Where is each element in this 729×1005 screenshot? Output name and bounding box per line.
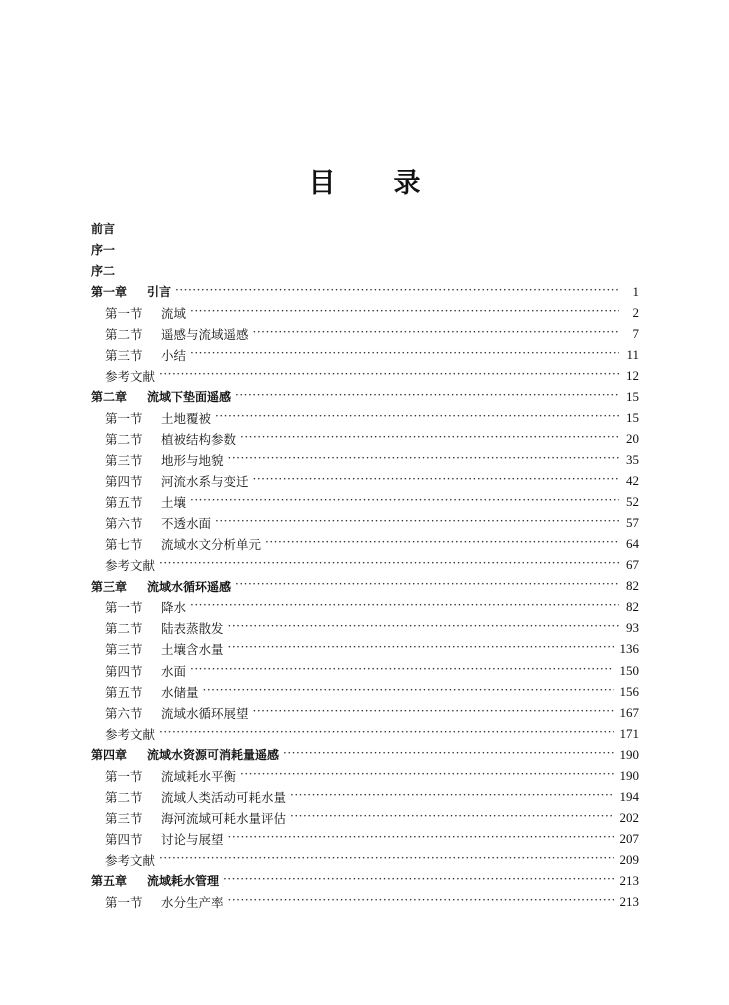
toc-section-row[interactable] [91, 471, 639, 492]
toc-section-row[interactable] [91, 450, 639, 471]
toc-page-number: 190 [619, 767, 639, 783]
toc-entry-label: 水储量 [161, 684, 199, 700]
toc-page-number: 35 [626, 452, 639, 468]
toc-page-number: 150 [619, 662, 639, 678]
dot-leader [228, 621, 619, 635]
toc-entry-label: 陆表蒸散发 [161, 621, 224, 637]
toc-page-number: 11 [626, 346, 639, 362]
toc-section-row[interactable] [91, 828, 639, 849]
toc-entry-label: 参考文献 [105, 726, 156, 742]
front-label: 前言 [91, 222, 116, 237]
toc-page-number: 42 [626, 473, 639, 489]
dot-leader [159, 369, 619, 383]
dot-leader [175, 285, 619, 299]
dot-leader [228, 453, 619, 467]
toc-entry-number: 第五章 [91, 874, 128, 889]
toc-page-number: 1 [632, 283, 639, 299]
toc-entry-label: 流域人类活动可耗水量 [161, 789, 287, 805]
toc-entry-label: 植被结构参数 [161, 431, 237, 447]
toc-page-number: 52 [626, 494, 639, 510]
toc-entry-label: 参考文献 [105, 558, 156, 574]
toc-section-row[interactable] [91, 492, 639, 513]
toc-entry-label: 流域下垫面遥感 [147, 390, 232, 405]
toc-page-number: 93 [626, 620, 639, 636]
dot-leader [159, 558, 619, 572]
toc-page-number: 190 [619, 746, 639, 762]
toc-entry-label: 不透水面 [161, 516, 212, 532]
front-matter-item[interactable] [91, 239, 639, 260]
toc-entry-number: 第一节 [105, 768, 143, 784]
dot-leader [253, 474, 619, 488]
toc-section-row[interactable] [91, 786, 639, 807]
dot-leader [290, 790, 613, 804]
toc-chapter-row[interactable] [91, 386, 639, 407]
toc-entry-label: 流域水循环遥感 [147, 579, 232, 594]
toc-entry-number: 第一节 [105, 600, 143, 616]
dot-leader [228, 895, 614, 909]
toc-section-row[interactable] [91, 702, 639, 723]
toc-page-number: 82 [626, 578, 639, 594]
dot-leader [215, 516, 619, 530]
front-label: 序二 [91, 264, 116, 279]
toc-section-row[interactable] [91, 765, 639, 786]
toc-entry-number: 第一节 [105, 895, 143, 911]
toc-entry-label: 水分生产率 [161, 895, 224, 911]
toc-page-number: 209 [619, 851, 639, 867]
toc-entry-number: 第四节 [105, 474, 143, 490]
toc-section-row[interactable] [91, 323, 639, 344]
toc-entry-label: 降水 [161, 600, 187, 616]
toc-entry-number: 第六节 [105, 516, 143, 532]
toc-entry-label: 参考文献 [105, 368, 156, 384]
dot-leader [240, 769, 613, 783]
toc-entry-label: 河流水系与变迁 [161, 474, 249, 490]
toc-entry-label: 遥感与流域遥感 [161, 326, 249, 342]
toc-entry-number: 第二节 [105, 431, 143, 447]
dot-leader [159, 727, 613, 741]
dot-leader [228, 642, 614, 656]
dot-leader [190, 664, 613, 678]
dot-leader [190, 306, 619, 320]
toc-entry-number: 第三节 [105, 347, 143, 363]
toc-entry-label: 土地覆被 [161, 410, 212, 426]
toc-page-number: 202 [619, 809, 639, 825]
toc-page-number: 167 [619, 704, 639, 720]
toc-page-number: 171 [619, 725, 639, 741]
dot-leader [253, 327, 619, 341]
toc-references-row[interactable] [91, 365, 639, 386]
toc-page-number: 15 [626, 409, 639, 425]
toc-page-number: 213 [619, 894, 639, 910]
title-char-1: 目 [308, 168, 336, 199]
toc-section-row[interactable] [91, 639, 639, 660]
toc-section-row[interactable] [91, 534, 639, 555]
toc-entry-number: 第二章 [91, 390, 128, 405]
toc-entry-label: 流域 [161, 305, 187, 321]
toc-entry-label: 水面 [161, 663, 187, 679]
toc-entry-number: 第三节 [105, 810, 143, 826]
toc-entry-number: 第二节 [105, 789, 143, 805]
toc-entry-number: 第四节 [105, 663, 143, 679]
toc-entry-label: 流域耗水管理 [147, 874, 220, 889]
toc-section-row[interactable] [91, 892, 639, 913]
toc-page-number: 156 [619, 683, 639, 699]
toc-page-number: 207 [619, 830, 639, 846]
toc-section-row[interactable] [91, 597, 639, 618]
toc-page-number: 213 [619, 872, 639, 888]
dot-leader [215, 411, 619, 425]
toc-section-row[interactable] [91, 344, 639, 365]
front-matter-item[interactable] [91, 260, 639, 281]
toc-section-row[interactable] [91, 513, 639, 534]
toc-section-row[interactable] [91, 660, 639, 681]
toc-entry-number: 第三章 [91, 579, 128, 594]
title-char-2: 录 [393, 168, 421, 199]
toc-chapter-row[interactable] [91, 744, 639, 765]
toc-section-row[interactable] [91, 302, 639, 323]
toc-entry-label: 海河流域可耗水量评估 [161, 810, 287, 826]
toc-section-row[interactable] [91, 428, 639, 449]
toc-page-number: 12 [626, 367, 639, 383]
front-matter-item[interactable] [91, 218, 639, 239]
toc-entry-number: 第三节 [105, 453, 143, 469]
toc-entry-label: 引言 [147, 285, 172, 300]
toc-entry-number: 第二节 [105, 621, 143, 637]
toc-entry-number: 第五节 [105, 684, 143, 700]
toc-entry-number: 第二节 [105, 326, 143, 342]
toc-entry-number: 第一章 [91, 285, 128, 300]
toc-entry-label: 流域水文分析单元 [161, 537, 262, 553]
dot-leader [240, 432, 619, 446]
toc-entry-label: 地形与地貌 [161, 453, 224, 469]
toc-entry-number: 第一节 [105, 410, 143, 426]
dot-leader [290, 811, 613, 825]
toc-page-number: 82 [626, 599, 639, 615]
toc-entry-label: 土壤含水量 [161, 642, 224, 658]
toc-references-row[interactable] [91, 723, 639, 744]
dot-leader [253, 706, 614, 720]
toc-entry-number: 第四节 [105, 831, 143, 847]
dot-leader [190, 600, 619, 614]
toc-page-number: 15 [626, 388, 639, 404]
dot-leader [228, 832, 614, 846]
toc-chapter-row[interactable] [91, 576, 639, 597]
toc-page-number: 64 [626, 536, 639, 552]
toc-entry-label: 土壤 [161, 495, 187, 511]
toc-chapter-row[interactable] [91, 870, 639, 891]
toc-entry-label: 流域水资源可消耗量遥感 [147, 748, 280, 763]
dot-leader [190, 495, 619, 509]
toc-entry-label: 流域水循环展望 [161, 705, 249, 721]
toc-entry-number: 第五节 [105, 495, 143, 511]
front-label: 序一 [91, 243, 116, 258]
toc-page-number: 194 [619, 788, 639, 804]
toc-entry-number: 第一节 [105, 305, 143, 321]
toc-section-row[interactable] [91, 407, 639, 428]
toc-page-number: 57 [626, 515, 639, 531]
toc-entry-label: 参考文献 [105, 852, 156, 868]
toc-entry-number: 第六节 [105, 705, 143, 721]
toc-page-number: 67 [626, 557, 639, 573]
dot-leader [223, 874, 613, 888]
toc-chapter-row[interactable] [91, 281, 639, 302]
dot-leader [283, 748, 613, 762]
table-of-contents [91, 218, 639, 913]
toc-entry-label: 流域耗水平衡 [161, 768, 237, 784]
dot-leader [235, 390, 619, 404]
dot-leader [190, 348, 619, 362]
toc-entry-number: 第三节 [105, 642, 143, 658]
toc-page-number: 136 [619, 641, 639, 657]
toc-section-row[interactable] [91, 807, 639, 828]
toc-references-row[interactable] [91, 555, 639, 576]
toc-section-row[interactable] [91, 618, 639, 639]
toc-references-row[interactable] [91, 849, 639, 870]
dot-leader [159, 853, 613, 867]
dot-leader [203, 685, 614, 699]
toc-entry-number: 第四章 [91, 748, 128, 763]
toc-section-row[interactable] [91, 681, 639, 702]
dot-leader [235, 579, 619, 593]
toc-page-number: 20 [626, 430, 639, 446]
toc-page-number: 7 [632, 325, 639, 341]
toc-entry-number: 第七节 [105, 537, 143, 553]
toc-page-number: 2 [632, 304, 639, 320]
dot-leader [265, 537, 619, 551]
toc-entry-label: 讨论与展望 [161, 831, 224, 847]
page-title [0, 161, 729, 200]
toc-entry-label: 小结 [161, 347, 187, 363]
